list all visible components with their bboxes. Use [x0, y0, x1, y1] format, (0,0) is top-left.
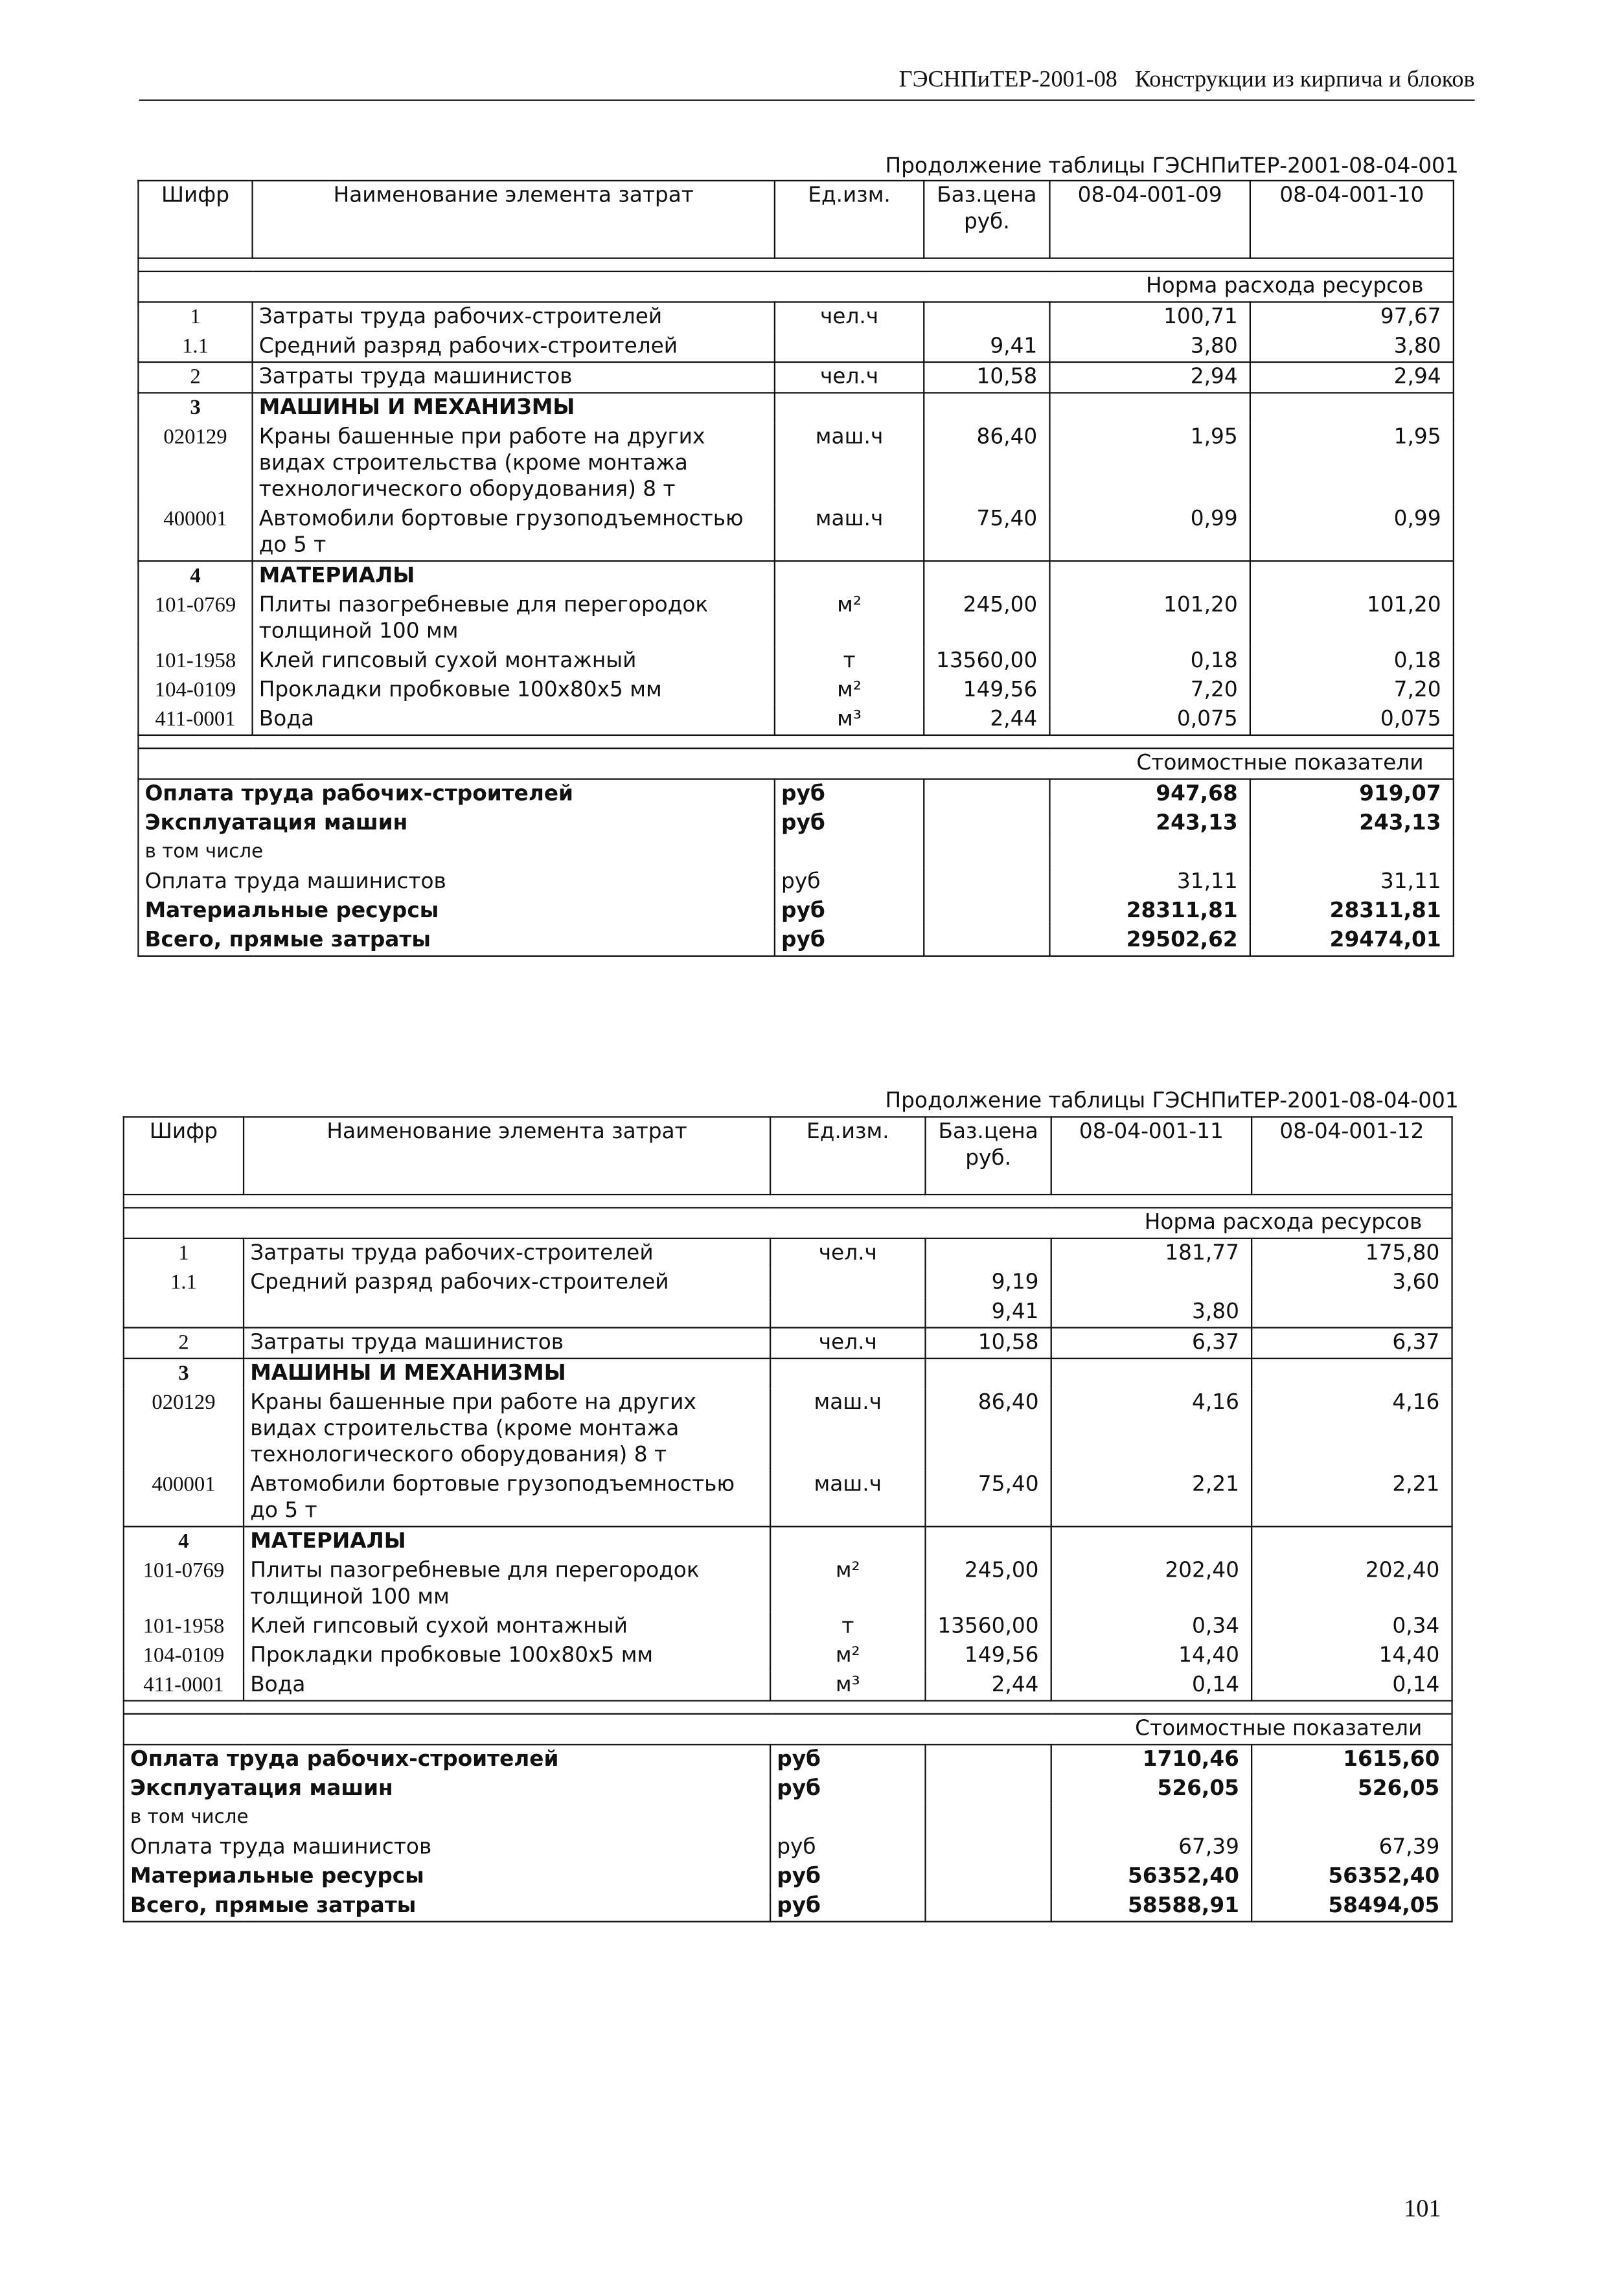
cost-name: Оплата труда рабочих-строителей: [124, 1744, 770, 1774]
cost-name: Оплата труда машинистов: [124, 1833, 770, 1862]
row-name: Затраты труда рабочих-строителей: [253, 302, 775, 332]
row-unit: м³: [770, 1671, 925, 1700]
cost-value-b: 56352,40: [1252, 1862, 1452, 1891]
table-row: [124, 1557, 1452, 1612]
cost-value-b: 526,05: [1252, 1775, 1452, 1804]
cost-name: Всего, прямые затраты: [138, 926, 774, 956]
norm-label: Норма расхода ресурсов: [124, 1207, 1452, 1238]
table-row: [124, 1328, 1452, 1358]
row-unit: м²: [770, 1641, 925, 1671]
cost-name: Оплата труда машинистов: [138, 867, 774, 896]
row-name: Автомобили бортовые грузоподъемностью до 5 т: [253, 505, 775, 561]
section-title: МАШИНЫ И МЕХАНИЗМЫ: [244, 1358, 770, 1388]
col-header-a: 08-04-001-09: [1049, 181, 1250, 258]
row-price: 149,56: [924, 676, 1049, 705]
row-price: 75,40: [924, 505, 1049, 561]
row-name: Вода: [253, 705, 775, 735]
row-price: 9,41: [926, 1297, 1051, 1327]
row-value-a: 100,71: [1049, 302, 1250, 332]
row-name: Средний разряд рабочих-строителей: [244, 1268, 770, 1297]
section-title-row: [124, 1358, 1452, 1388]
row-code: 104-0109: [124, 1641, 244, 1671]
resource-table: [123, 1116, 1453, 1922]
cost-unit: руб: [770, 1744, 925, 1774]
row-name: Плиты пазогребневые для перегородок толщиной 100 мм: [244, 1557, 770, 1612]
cost-label-row: [124, 1714, 1452, 1744]
cost-row: [124, 1804, 1452, 1833]
cost-value-b: 1615,60: [1252, 1744, 1452, 1774]
row-name: Краны башенные при работе на других видах строительства (кроме монтажа технологического оборудования) 8 т: [253, 423, 775, 505]
row-unit: т: [775, 646, 924, 676]
cost-value-b: 67,39: [1252, 1833, 1452, 1862]
cost-name: Всего, прямые затраты: [124, 1891, 770, 1921]
section-code: 3: [124, 1358, 244, 1388]
cost-unit: руб: [770, 1891, 925, 1921]
row-code: 411-0001: [138, 705, 252, 735]
row-price: 13560,00: [924, 646, 1049, 676]
row-value-a: 0,18: [1049, 646, 1250, 676]
col-header-price: Баз.цена руб.: [924, 181, 1049, 258]
table-row: [124, 1268, 1452, 1297]
table-row: [138, 705, 1453, 735]
col-header-unit: Ед.изм.: [770, 1117, 925, 1194]
row-value-b: 175,80: [1252, 1239, 1452, 1268]
row-name: Затраты труда машинистов: [244, 1328, 770, 1358]
cost-unit: руб: [775, 896, 924, 926]
cost-name: Эксплуатация машин: [138, 809, 774, 838]
row-value-b: 14,40: [1252, 1641, 1452, 1671]
table-row: [138, 505, 1453, 561]
cost-unit: руб: [770, 1775, 925, 1804]
cost-name: Материальные ресурсы: [124, 1862, 770, 1891]
row-unit: чел.ч: [775, 302, 924, 332]
row-value-a: 3,80: [1051, 1297, 1252, 1327]
table-row: [124, 1470, 1452, 1527]
col-header-b: 08-04-001-10: [1250, 181, 1454, 258]
section-code: 4: [124, 1527, 244, 1557]
cost-label-row: [138, 748, 1453, 779]
table-row: [124, 1239, 1452, 1268]
cost-name: Оплата труда рабочих-строителей: [138, 779, 774, 809]
cost-value-a: 31,11: [1049, 867, 1250, 896]
cost-value-a: 243,13: [1049, 809, 1250, 838]
cost-row: [124, 1744, 1452, 1774]
cost-row: [124, 1775, 1452, 1804]
cost-row: [138, 896, 1453, 926]
cost-row: [124, 1833, 1452, 1862]
cost-row: [138, 809, 1453, 838]
table-row: [138, 423, 1453, 505]
row-value-b: 1,95: [1250, 423, 1454, 505]
row-code: 2: [138, 362, 252, 393]
row-name: Прокладки пробковые 100х80х5 мм: [253, 676, 775, 705]
row-code: 1.1: [124, 1268, 244, 1297]
row-value-b: 101,20: [1250, 591, 1454, 646]
cost-value-a: 947,68: [1049, 779, 1250, 809]
row-unit: [770, 1268, 925, 1297]
cost-name: в том числе: [138, 838, 774, 867]
norm-label-row: [138, 271, 1453, 302]
row-unit: маш.ч: [770, 1470, 925, 1527]
section-title-row: [124, 1527, 1452, 1557]
cost-value-b: 58494,05: [1252, 1891, 1452, 1921]
row-value-b: 2,94: [1250, 362, 1454, 393]
row-price: 10,58: [926, 1328, 1051, 1358]
row-value-a: 0,075: [1049, 705, 1250, 735]
cost-value-a: 29502,62: [1049, 926, 1250, 956]
row-value-b: 6,37: [1252, 1328, 1452, 1358]
col-header-code: Шифр: [124, 1117, 244, 1194]
table-row: [138, 676, 1453, 705]
col-header-name: Наименование элемента затрат: [253, 181, 775, 258]
row-name: Вода: [244, 1671, 770, 1700]
row-name: Затраты труда машинистов: [253, 362, 775, 393]
table-header-row: [124, 1117, 1452, 1194]
cost-label: Стоимостные показатели: [124, 1714, 1452, 1744]
cost-value-a: 526,05: [1051, 1775, 1252, 1804]
table-row: [138, 591, 1453, 646]
norm-label-row: [124, 1207, 1452, 1238]
row-code: 400001: [138, 505, 252, 561]
header-doc-title: Конструкции из кирпича и блоков: [1134, 67, 1475, 93]
cost-value-a: 67,39: [1051, 1833, 1252, 1862]
col-header-a: 08-04-001-11: [1051, 1117, 1252, 1194]
row-code: 2: [124, 1328, 244, 1358]
row-unit: маш.ч: [775, 505, 924, 561]
col-header-code: Шифр: [138, 181, 252, 258]
row-value-b: 202,40: [1252, 1557, 1452, 1612]
cost-value-b: 28311,81: [1250, 896, 1454, 926]
cost-unit: руб: [770, 1833, 925, 1862]
row-unit: т: [770, 1612, 925, 1641]
header-rule: [139, 100, 1475, 101]
row-value-b: 0,99: [1250, 505, 1454, 561]
cost-value-b: 29474,01: [1250, 926, 1454, 956]
row-unit: чел.ч: [770, 1239, 925, 1268]
row-value-b: 7,20: [1250, 676, 1454, 705]
resource-table: [137, 180, 1454, 957]
running-header: [899, 67, 1475, 94]
row-value-a: 3,80: [1049, 332, 1250, 362]
row-price: 245,00: [924, 591, 1049, 646]
row-value-a: 1,95: [1049, 423, 1250, 505]
row-code: 1: [138, 302, 252, 332]
section-title-row: [138, 393, 1453, 422]
table-row: [124, 1297, 1452, 1327]
section-title: МАТЕРИАЛЫ: [253, 561, 775, 591]
row-name: Клей гипсовый сухой монтажный: [253, 646, 775, 676]
row-unit: чел.ч: [770, 1328, 925, 1358]
row-value-b: 3,80: [1250, 332, 1454, 362]
row-code: 101-0769: [124, 1557, 244, 1612]
section-title: МАШИНЫ И МЕХАНИЗМЫ: [253, 393, 775, 422]
table-continuation-caption: Продолжение таблицы ГЭСНПиТЕР-2001-08-04-001: [885, 1090, 1459, 1113]
row-value-b: [1252, 1297, 1452, 1327]
row-name: Средний разряд рабочих-строителей: [253, 332, 775, 362]
row-value-a: 6,37: [1051, 1328, 1252, 1358]
col-header-b: 08-04-001-12: [1252, 1117, 1452, 1194]
norm-label: Норма расхода ресурсов: [138, 271, 1453, 302]
row-unit: м²: [775, 676, 924, 705]
table-row: [124, 1671, 1452, 1700]
row-price: 9,19: [926, 1268, 1051, 1297]
row-price: 9,41: [924, 332, 1049, 362]
row-code: 020129: [124, 1388, 244, 1470]
row-price: 149,56: [926, 1641, 1051, 1671]
table-row: [138, 362, 1453, 393]
row-code: 101-0769: [138, 591, 252, 646]
row-value-a: 4,16: [1051, 1388, 1252, 1470]
row-value-b: 4,16: [1252, 1388, 1452, 1470]
cost-value-b: 31,11: [1250, 867, 1454, 896]
col-header-name: Наименование элемента затрат: [244, 1117, 770, 1194]
section-code: 3: [138, 393, 252, 422]
table-row: [138, 646, 1453, 676]
row-price: 2,44: [926, 1671, 1051, 1700]
row-price: 10,58: [924, 362, 1049, 393]
row-value-a: 202,40: [1051, 1557, 1252, 1612]
row-price: 245,00: [926, 1557, 1051, 1612]
row-name: Прокладки пробковые 100х80х5 мм: [244, 1641, 770, 1671]
row-value-a: 14,40: [1051, 1641, 1252, 1671]
cost-row: [124, 1862, 1452, 1891]
row-value-b: 2,21: [1252, 1470, 1452, 1527]
table-row: [138, 302, 1453, 332]
row-name: Затраты труда рабочих-строителей: [244, 1239, 770, 1268]
row-unit: [775, 332, 924, 362]
cost-value-b: 243,13: [1250, 809, 1454, 838]
row-code: 1.1: [138, 332, 252, 362]
row-name: Автомобили бортовые грузоподъемностью до 5 т: [244, 1470, 770, 1527]
section-title: МАТЕРИАЛЫ: [244, 1527, 770, 1557]
row-value-a: 181,77: [1051, 1239, 1252, 1268]
cost-row: [124, 1891, 1452, 1921]
row-unit: м²: [770, 1557, 925, 1612]
table-row: [124, 1641, 1452, 1671]
row-value-a: 101,20: [1049, 591, 1250, 646]
cost-unit: руб: [770, 1862, 925, 1891]
table-continuation-caption: Продолжение таблицы ГЭСНПиТЕР-2001-08-04-001: [885, 155, 1459, 179]
row-code: 411-0001: [124, 1671, 244, 1700]
row-value-a: [1051, 1268, 1252, 1297]
row-value-b: 0,075: [1250, 705, 1454, 735]
cost-unit: руб: [775, 809, 924, 838]
row-unit: маш.ч: [770, 1388, 925, 1470]
cost-value-a: 56352,40: [1051, 1862, 1252, 1891]
table-row: [138, 332, 1453, 362]
cost-unit: руб: [775, 779, 924, 809]
row-value-a: 0,99: [1049, 505, 1250, 561]
row-code: 020129: [138, 423, 252, 505]
row-code: 101-1958: [138, 646, 252, 676]
row-name: Плиты пазогребневые для перегородок толщиной 100 мм: [253, 591, 775, 646]
row-value-a: 2,21: [1051, 1470, 1252, 1527]
row-code: 101-1958: [124, 1612, 244, 1641]
row-value-b: 0,18: [1250, 646, 1454, 676]
section-code: 4: [138, 561, 252, 591]
table-header-row: [138, 181, 1453, 258]
cost-unit: руб: [775, 926, 924, 956]
cost-row: [138, 867, 1453, 896]
row-price: 75,40: [926, 1470, 1051, 1527]
row-unit: м²: [775, 591, 924, 646]
cost-value-b: 919,07: [1250, 779, 1454, 809]
row-name: Клей гипсовый сухой монтажный: [244, 1612, 770, 1641]
row-unit: чел.ч: [775, 362, 924, 393]
cost-value-a: 28311,81: [1049, 896, 1250, 926]
page-number: 101: [1404, 2194, 1441, 2222]
row-unit: м³: [775, 705, 924, 735]
cost-name: Эксплуатация машин: [124, 1775, 770, 1804]
section-title-row: [138, 561, 1453, 591]
table-row: [124, 1388, 1452, 1470]
row-code: 400001: [124, 1470, 244, 1527]
cost-name: в том числе: [124, 1804, 770, 1833]
col-header-price: Баз.цена руб.: [926, 1117, 1051, 1194]
table-row: [124, 1612, 1452, 1641]
row-code: 1: [124, 1239, 244, 1268]
row-value-b: 97,67: [1250, 302, 1454, 332]
cost-row: [138, 838, 1453, 867]
row-code: 104-0109: [138, 676, 252, 705]
row-value-a: 7,20: [1049, 676, 1250, 705]
row-price: [926, 1239, 1051, 1268]
row-value-a: 0,14: [1051, 1671, 1252, 1700]
header-doc-code: ГЭСНПиТЕР-2001-08: [898, 67, 1117, 93]
row-value-b: 0,14: [1252, 1671, 1452, 1700]
row-value-b: 0,34: [1252, 1612, 1452, 1641]
row-name: Краны башенные при работе на других видах строительства (кроме монтажа технологического оборудования) 8 т: [244, 1388, 770, 1470]
cost-value-a: 58588,91: [1051, 1891, 1252, 1921]
cost-unit: руб: [775, 867, 924, 896]
row-unit: маш.ч: [775, 423, 924, 505]
cost-value-a: 1710,46: [1051, 1744, 1252, 1774]
row-price: 86,40: [924, 423, 1049, 505]
cost-row: [138, 779, 1453, 809]
cost-name: Материальные ресурсы: [138, 896, 774, 926]
row-price: [924, 302, 1049, 332]
row-value-a: 0,34: [1051, 1612, 1252, 1641]
row-value-a: 2,94: [1049, 362, 1250, 393]
cost-row: [138, 926, 1453, 956]
row-price: 2,44: [924, 705, 1049, 735]
row-value-b: 3,60: [1252, 1268, 1452, 1297]
col-header-unit: Ед.изм.: [775, 181, 924, 258]
row-price: 13560,00: [926, 1612, 1051, 1641]
row-price: 86,40: [926, 1388, 1051, 1470]
cost-label: Стоимостные показатели: [138, 748, 1453, 779]
